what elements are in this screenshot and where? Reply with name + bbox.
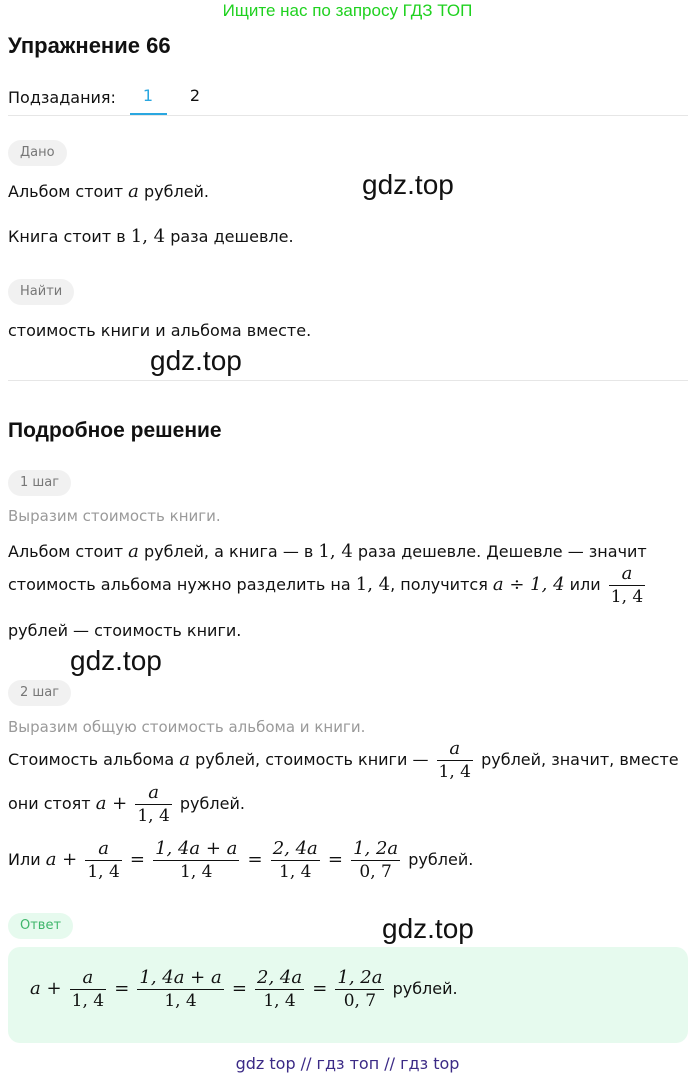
watermark: gdz.top <box>382 913 474 944</box>
subtask-tab-2[interactable]: 2 <box>189 86 201 105</box>
watermark: gdz.top <box>362 169 454 200</box>
fraction: $\frac{1, 4a + a}{1, 4}$ <box>139 967 222 1011</box>
section-divider <box>8 380 688 381</box>
step-2-hint: Выразим общую стоимость альбома и книги. <box>8 718 366 736</box>
answer-expression: a + $\frac{a}{1, 4}$ = $\frac{1, 4a + a}{1, 4}$ = $\frac{2, 4a}{1, 4}$ = $\frac{1, 2a}{0, 7}$ рублей. <box>30 967 458 1011</box>
fraction: $\frac{2, 4a}{1, 4}$ <box>272 838 318 882</box>
fraction: $\frac{a}{1, 4}$ <box>438 738 471 782</box>
step-2-paragraph-line-2: они стоят a + $\frac{a}{1, 4}$ рублей. <box>8 782 245 826</box>
step-1-paragraph-line-3: рублей — стоимость книги. <box>8 621 242 640</box>
subtask-tab-1[interactable]: 1 <box>142 86 154 105</box>
solution-title: Подробное решение <box>8 419 222 442</box>
answer-badge: Ответ <box>8 913 73 939</box>
step-1-badge: 1 шаг <box>8 470 71 496</box>
watermark: gdz.top <box>150 345 242 376</box>
active-tab-underline <box>130 113 167 115</box>
top-banner[interactable]: Ищите нас по запросу ГДЗ ТОП <box>222 1 473 20</box>
answer-box <box>8 947 688 1043</box>
given-line-2: Книга стоит в 1, 4 раза дешевле. <box>8 226 294 247</box>
subtasks-bar <box>8 84 688 116</box>
fraction: $\frac{1, 2a}{0, 7}$ <box>353 838 399 882</box>
page-title: Упражнение 66 <box>8 33 171 58</box>
fraction: $\frac{a}{1, 4}$ <box>87 838 120 882</box>
step-1-paragraph-line-2: стоимость альбома нужно разделить на 1, 4, получится a ÷ 1, 4 или $\frac{a}{1, 4}$ <box>8 563 644 607</box>
watermark: gdz.top <box>70 645 162 676</box>
given-line-1: Альбом стоит a рублей. <box>8 181 210 202</box>
fraction: $\frac{2, 4a}{1, 4}$ <box>257 967 303 1011</box>
step-2-paragraph-line-3: Или a + $\frac{a}{1, 4}$ = $\frac{1, 4a + a}{1, 4}$ = $\frac{2, 4a}{1, 4}$ = $\frac{1, 2a}{0, 7}$ рублей. <box>8 838 474 882</box>
given-badge: Дано <box>8 140 67 166</box>
step-2-paragraph-line-1: Стоимость альбома a рублей, стоимость книги — $\frac{a}{1, 4}$ рублей, значит, вместе <box>8 738 679 782</box>
fraction: $\frac{1, 4a + a}{1, 4}$ <box>155 838 238 882</box>
step-1-paragraph-line-1: Альбом стоит a рублей, а книга — в 1, 4 раза дешевле. Дешевле — значит <box>8 541 647 562</box>
fraction: $\frac{a}{1, 4}$ <box>71 967 105 1011</box>
step-2-badge: 2 шаг <box>8 680 71 706</box>
footer-links[interactable]: gdz top // гдз топ // гдз top <box>235 1054 460 1073</box>
fraction: $\frac{a}{1, 4}$ <box>137 782 170 826</box>
fraction: $\frac{a}{1, 4}$ <box>610 563 644 607</box>
step-1-hint: Выразим стоимость книги. <box>8 507 221 525</box>
find-badge: Найти <box>8 279 74 305</box>
subtasks-label: Подзадания: <box>8 88 116 107</box>
find-text: стоимость книги и альбома вместе. <box>8 321 312 340</box>
fraction: $\frac{1, 2a}{0, 7}$ <box>337 967 383 1011</box>
